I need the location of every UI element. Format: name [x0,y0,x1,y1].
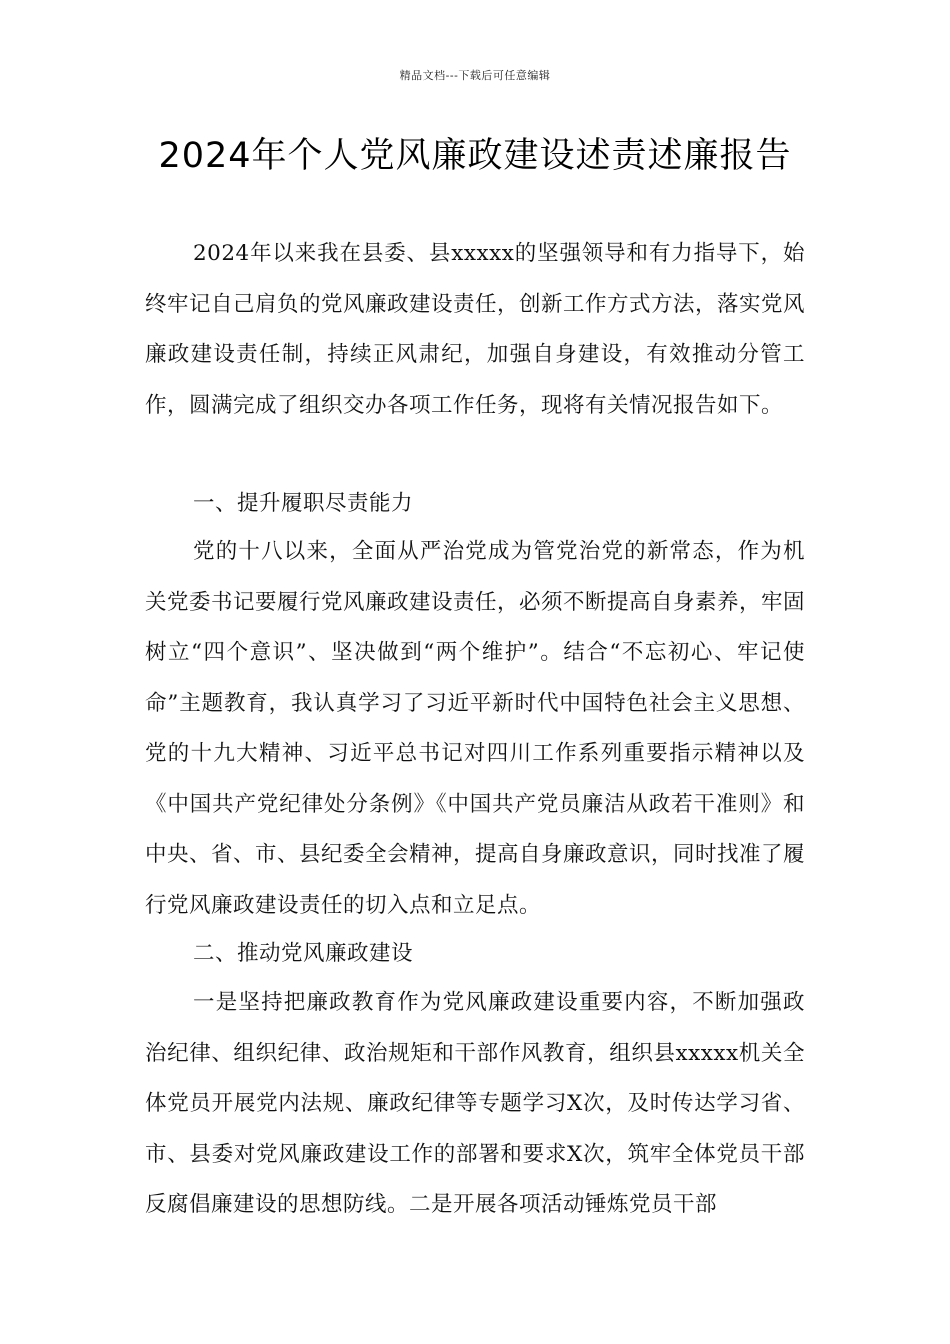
section-1-heading-block [145,479,805,530]
section-2-heading-block [145,929,805,980]
section-heading: 一、提升履职尽责能力 [193,491,414,516]
section-1-body [145,527,805,931]
section-paragraph: 党的十八以来，全面从严治党成为管党治党的新常态，作为机关党委书记要履行党风廉政建设责任，必须不断提高自身素养，牢固树立“四个意识”、坚决做到“两个维护”。结合“不忘初心、牢记使命”主题教育，我认真学习了习近平新时代中国特色社会主义思想、党的十九大精神、习近平总书记对四川工作系列重要指示精神以及《中国共产党纪律处分条例》《中国共产党员廉洁从政若干准则》和中央、省、市、县纪委全会精神，提高自身廉政意识，同时找准了履行党风廉政建设责任的切入点和立足点。 [145,539,806,918]
document-title: 2024年个人党风廉政建设述责述廉报告 [158,136,792,176]
section-paragraph: 一是坚持把廉政教育作为党风廉政建设重要内容，不断加强政治纪律、组织纪律、政治规矩和干部作风教育，组织县xxxxx机关全体党员开展党内法规、廉政纪律等专题学习X次，及时传达学习省、市、县委对党风廉政建设工作的部署和要求X次，筑牢全体党员干部反腐倡廉建设的思想防线。二是开展各项活动锤炼党员干部 [145,990,805,1217]
header-note: 精品文档---下载后可任意编辑 [399,69,551,82]
section-2-body [145,978,805,1231]
intro-paragraph: 2024年以来我在县委、县xxxxx的坚强领导和有力指导下，始终牢记自己肩负的党风廉政建设责任，创新工作方式方法，落实党风廉政建设责任制，持续正风肃纪，加强自身建设，有效推动分管工作，圆满完成了组织交办各项工作任务，现将有关情况报告如下。 [145,241,806,418]
section-heading: 二、推动党风廉政建设 [193,941,414,966]
intro-block [145,229,805,431]
